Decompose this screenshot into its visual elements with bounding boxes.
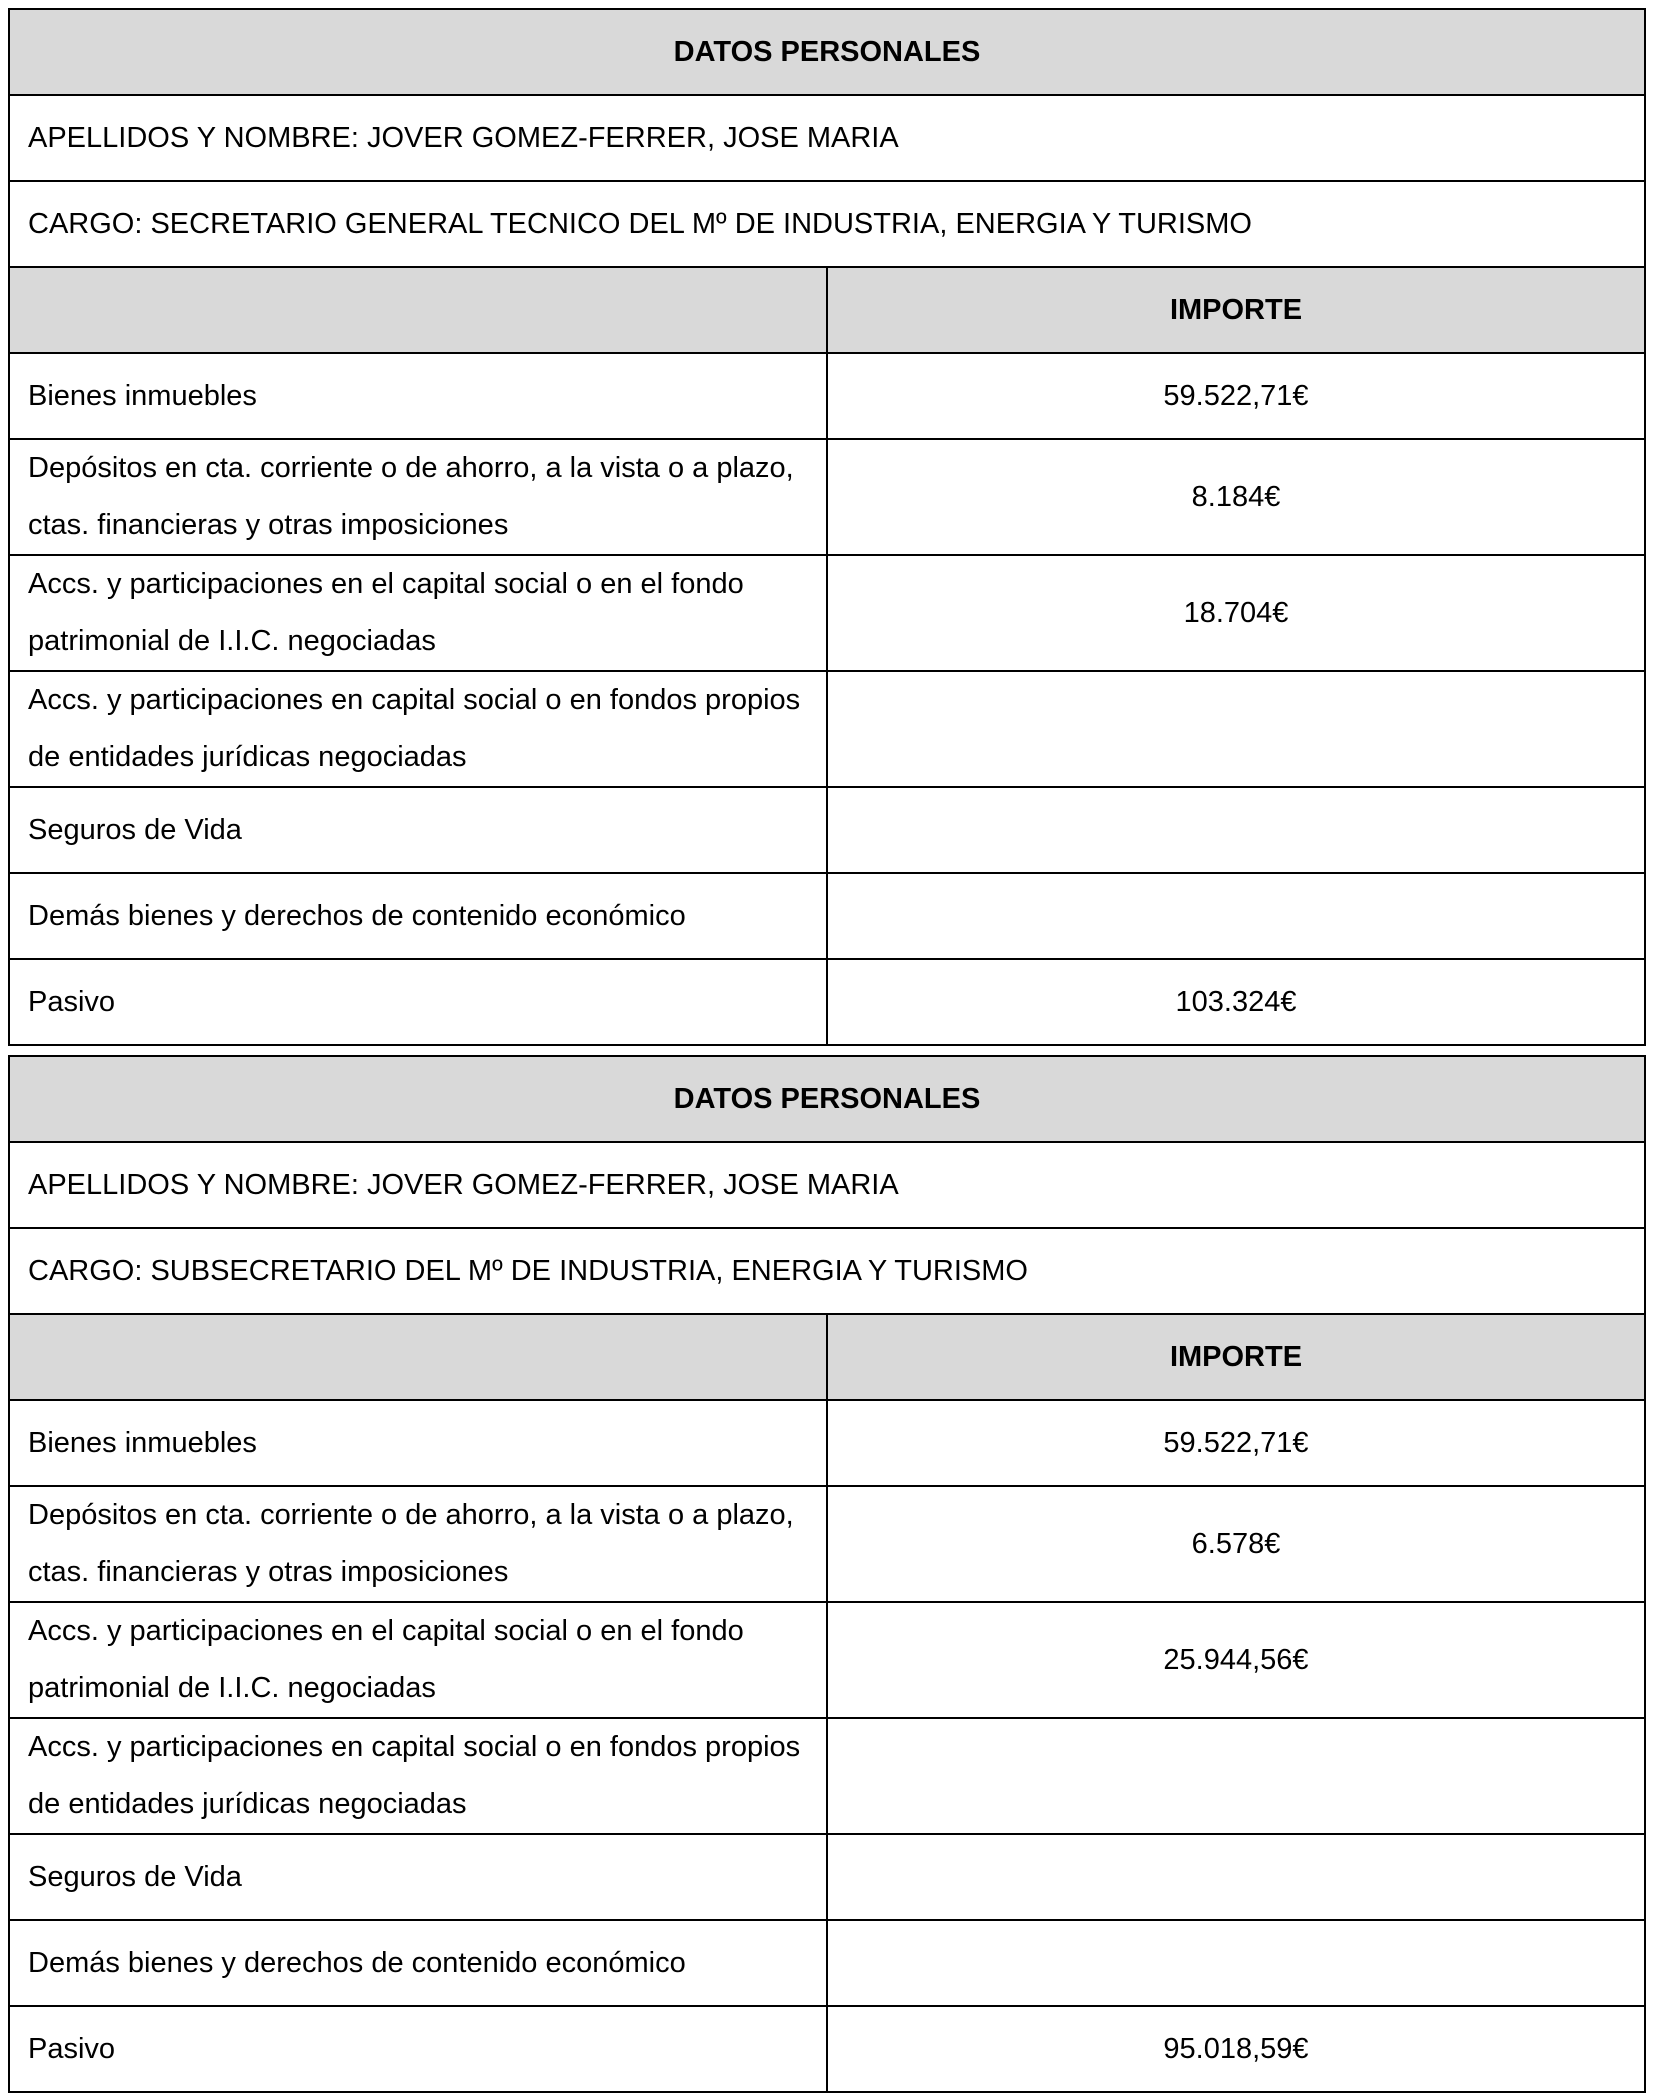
row-label: Seguros de Vida — [9, 787, 827, 873]
row-label: Demás bienes y derechos de contenido económico — [9, 873, 827, 959]
row-amount — [827, 1920, 1645, 2006]
row-amount: 25.944,56€ — [827, 1602, 1645, 1718]
row-amount — [827, 671, 1645, 787]
row-amount — [827, 873, 1645, 959]
name-line: APELLIDOS Y NOMBRE: JOVER GOMEZ-FERRER, JOSE MARIA — [9, 1142, 1645, 1228]
table-row — [9, 959, 1645, 1045]
cargo-line: CARGO: SECRETARIO GENERAL TECNICO DEL Mº DE INDUSTRIA, ENERGIA Y TURISMO — [9, 181, 1645, 267]
row-amount — [827, 1718, 1645, 1834]
row-label: Pasivo — [9, 2006, 827, 2092]
table-row — [9, 1602, 1645, 1718]
row-label: Accs. y participaciones en el capital social o en el fondo patrimonial de I.I.C. negociadas — [9, 555, 827, 671]
table-row — [9, 1834, 1645, 1920]
table-row — [9, 671, 1645, 787]
importe-header: IMPORTE — [827, 267, 1645, 353]
table-row — [9, 439, 1645, 555]
row-label: Accs. y participaciones en el capital social o en el fondo patrimonial de I.I.C. negociadas — [9, 1602, 827, 1718]
row-amount: 59.522,71€ — [827, 353, 1645, 439]
row-amount: 6.578€ — [827, 1486, 1645, 1602]
table-header: DATOS PERSONALES — [9, 9, 1645, 95]
table-row — [9, 2006, 1645, 2092]
cargo-line: CARGO: SUBSECRETARIO DEL Mº DE INDUSTRIA, ENERGIA Y TURISMO — [9, 1228, 1645, 1314]
blank-header-cell — [9, 1314, 827, 1400]
name-line: APELLIDOS Y NOMBRE: JOVER GOMEZ-FERRER, JOSE MARIA — [9, 95, 1645, 181]
table-row — [9, 1920, 1645, 2006]
declaration-table-2 — [8, 1055, 1646, 2093]
row-label: Accs. y participaciones en capital social o en fondos propios de entidades jurídicas negociadas — [9, 671, 827, 787]
row-label: Bienes inmuebles — [9, 1400, 827, 1486]
table-row — [9, 1486, 1645, 1602]
row-amount — [827, 1834, 1645, 1920]
table-row — [9, 1718, 1645, 1834]
row-amount — [827, 787, 1645, 873]
row-label: Demás bienes y derechos de contenido económico — [9, 1920, 827, 2006]
row-label: Bienes inmuebles — [9, 353, 827, 439]
table-row — [9, 1400, 1645, 1486]
row-label: Depósitos en cta. corriente o de ahorro, a la vista o a plazo, ctas. financieras y otras imposiciones — [9, 1486, 827, 1602]
table-row — [9, 555, 1645, 671]
table-header: DATOS PERSONALES — [9, 1056, 1645, 1142]
row-amount: 103.324€ — [827, 959, 1645, 1045]
row-label: Seguros de Vida — [9, 1834, 827, 1920]
row-amount: 95.018,59€ — [827, 2006, 1645, 2092]
table-row — [9, 873, 1645, 959]
row-amount: 18.704€ — [827, 555, 1645, 671]
table-row — [9, 353, 1645, 439]
row-amount: 8.184€ — [827, 439, 1645, 555]
row-label: Accs. y participaciones en capital social o en fondos propios de entidades jurídicas negociadas — [9, 1718, 827, 1834]
declaration-table-1 — [8, 8, 1646, 1046]
row-label: Pasivo — [9, 959, 827, 1045]
row-amount: 59.522,71€ — [827, 1400, 1645, 1486]
table-row — [9, 787, 1645, 873]
row-label: Depósitos en cta. corriente o de ahorro, a la vista o a plazo, ctas. financieras y otras imposiciones — [9, 439, 827, 555]
importe-header: IMPORTE — [827, 1314, 1645, 1400]
blank-header-cell — [9, 267, 827, 353]
